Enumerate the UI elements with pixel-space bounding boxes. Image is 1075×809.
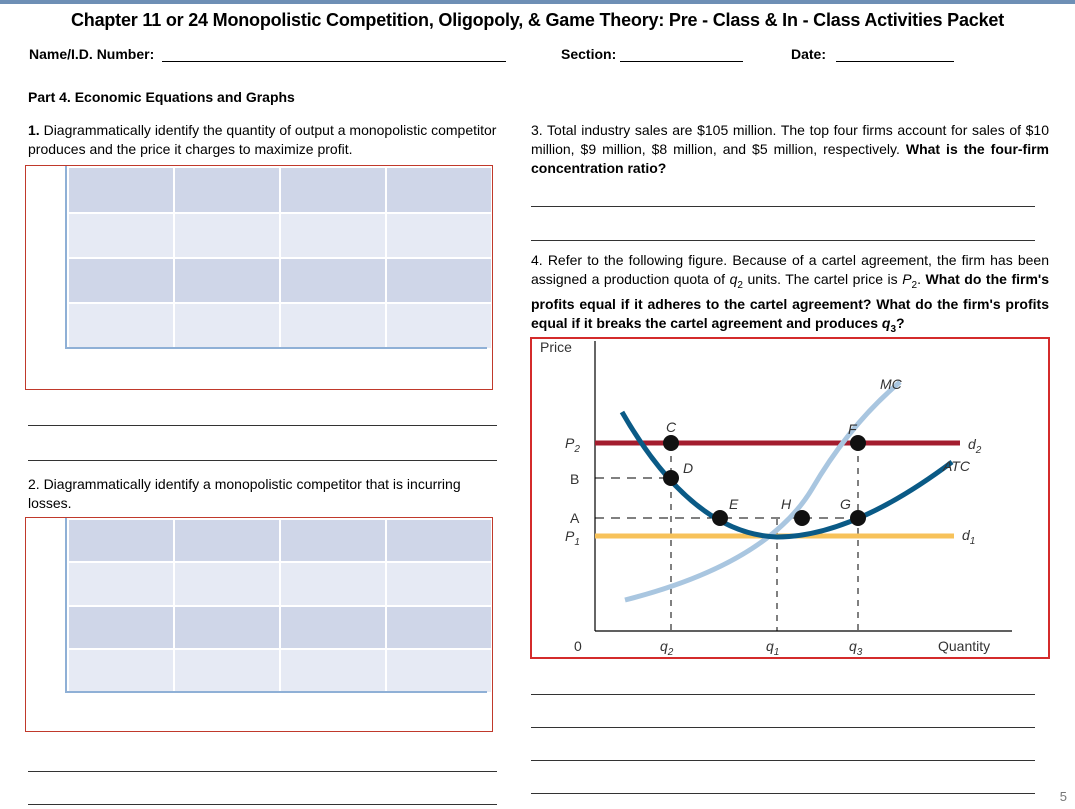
q2-symbol: q — [729, 271, 738, 287]
point-d — [663, 470, 679, 486]
x-axis-2 — [65, 691, 487, 693]
answer-line[interactable] — [28, 771, 497, 772]
date-blank[interactable] — [836, 47, 954, 62]
grid-cell — [175, 563, 279, 605]
point-h — [794, 510, 810, 526]
q1-tick-label: $q_1$ — [766, 638, 780, 656]
point-c — [663, 435, 679, 451]
atc-label: ATC — [943, 458, 970, 474]
grid-cell — [281, 520, 385, 561]
question-1-number: 1. — [28, 122, 40, 138]
grid-cell — [387, 563, 491, 605]
point-g-label: G — [840, 496, 851, 512]
question-4 — [531, 251, 1049, 339]
grid-cell — [387, 520, 491, 561]
mc-curve — [625, 382, 900, 600]
grid-cell — [387, 168, 491, 212]
answer-line[interactable] — [28, 804, 497, 805]
answer-line[interactable] — [531, 240, 1035, 241]
q2-tick-label: $q_2$ — [660, 638, 674, 656]
mc-label: MC — [880, 376, 902, 392]
question-4-text-2: units. The cartel price is — [747, 271, 898, 287]
point-f — [850, 435, 866, 451]
page-title: Chapter 11 or 24 Monopolistic Competition, Oligopoly, & Game Theory: Pre - Class & In - Class Activities Packet — [70, 10, 1005, 30]
point-d-label: D — [683, 460, 694, 476]
name-blank[interactable] — [162, 47, 506, 62]
cartel-chart — [532, 339, 1047, 656]
question-1 — [28, 121, 498, 159]
question-2: 2. Diagrammatically identify a monopolistic competitor that is incurring losses. — [28, 476, 461, 511]
grid-cell — [387, 259, 491, 302]
section-field[interactable] — [561, 46, 743, 62]
part-heading: Part 4. Economic Equations and Graphs — [28, 89, 295, 105]
grid-cell — [175, 214, 279, 257]
answer-box-2[interactable] — [25, 517, 493, 732]
question-3-text: 3. Total industry sales are $105 million. The top four firms account for sales of $10 million, $9 million, $8 million, and $5 million, respectively. — [531, 122, 1049, 157]
point-c-label: C — [666, 419, 677, 435]
p2-symbol: P — [902, 271, 912, 287]
q3-symbol: q — [881, 314, 891, 331]
grid-cell — [281, 304, 385, 348]
grid-cell — [387, 304, 491, 348]
grid-cell — [69, 304, 173, 348]
b-label: B — [570, 471, 580, 487]
grid-cell — [281, 607, 385, 648]
y-axis-1 — [65, 166, 67, 349]
grid-cell — [69, 214, 173, 257]
answer-line[interactable] — [531, 694, 1035, 695]
origin-label: 0 — [574, 638, 582, 654]
answer-line[interactable] — [531, 727, 1035, 728]
q2-sub: 2 — [737, 279, 743, 291]
question-4-text: 4. Refer to the following figure. Because of a cartel agreement, the firm has been assigned a production quota of — [531, 252, 1049, 287]
question-1-text: Diagrammatically identify the quantity of output a monopolistic competitor produces and the price it charges to maximize profit. — [28, 122, 497, 157]
date-label: Date: — [791, 46, 827, 62]
point-e — [712, 510, 728, 526]
graph-grid-2 — [69, 520, 493, 692]
answer-line[interactable] — [531, 760, 1035, 761]
graph-grid-1 — [69, 168, 493, 348]
grid-cell — [281, 259, 385, 302]
grid-cell — [69, 520, 173, 561]
grid-cell — [69, 607, 173, 648]
grid-cell — [175, 304, 279, 348]
x-axis-label: Quantity — [938, 638, 991, 654]
point-g — [850, 510, 866, 526]
question-3 — [531, 121, 1049, 178]
question-4-prompt: What do the firm's profits equal if it adheres to the cartel agreement? What do the firm's profits equal if it breaks the cartel agreement and produces — [531, 271, 1050, 331]
grid-cell — [69, 563, 173, 605]
name-label: Name/I.D. Number: — [29, 46, 155, 62]
grid-cell — [281, 650, 385, 692]
question-4-period: . — [917, 271, 921, 287]
x-axis-1 — [65, 347, 487, 349]
page-number: 5 — [1059, 789, 1067, 804]
grid-cell — [387, 214, 491, 257]
d2-label: $d_2$ — [968, 436, 982, 456]
grid-cell — [175, 607, 279, 648]
p2-sub: 2 — [911, 279, 918, 291]
grid-cell — [69, 650, 173, 692]
grid-cell — [175, 168, 279, 212]
a-label: A — [570, 510, 580, 526]
grid-cell — [175, 520, 279, 561]
grid-cell — [175, 259, 279, 302]
point-f-label: F — [848, 421, 857, 437]
answer-box-1[interactable] — [25, 165, 493, 390]
p1-label: $P_1$ — [565, 528, 580, 548]
grid-cell — [281, 563, 385, 605]
q3-tick-label: $q_3$ — [849, 638, 863, 656]
top-border — [0, 0, 1075, 4]
answer-line[interactable] — [531, 206, 1035, 207]
d1-label: $d_1$ — [962, 527, 976, 547]
section-label: Section: — [561, 46, 617, 62]
answer-line[interactable] — [28, 425, 497, 426]
date-field[interactable] — [791, 46, 954, 62]
grid-cell — [175, 650, 279, 692]
section-blank[interactable] — [620, 47, 743, 62]
grid-cell — [281, 214, 385, 257]
grid-cell — [69, 168, 173, 212]
question-4-end: ? — [896, 314, 905, 331]
grid-cell — [281, 168, 385, 212]
q3-sub: 3 — [890, 323, 897, 335]
y-axis-label: Price — [540, 339, 572, 355]
question-3-prompt: What is the four-firm concentration ratio? — [531, 141, 1050, 176]
grid-cell — [69, 259, 173, 302]
grid-cell — [387, 607, 491, 648]
y-axis-2 — [65, 518, 67, 693]
answer-line[interactable] — [531, 793, 1035, 794]
answer-line[interactable] — [28, 460, 497, 461]
name-field[interactable] — [29, 46, 506, 62]
p2-label: $P_2$ — [565, 435, 580, 455]
point-h-label: H — [781, 496, 792, 512]
grid-cell — [387, 650, 491, 692]
point-e-label: E — [729, 496, 739, 512]
cartel-figure — [530, 337, 1050, 659]
